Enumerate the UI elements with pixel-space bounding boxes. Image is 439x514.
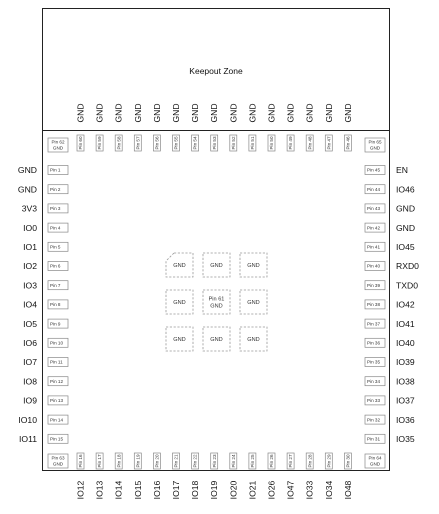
pin-pin-40 [365, 261, 419, 271]
pin-label: IO47 [285, 480, 296, 500]
pin-label: IO34 [323, 480, 334, 500]
pin-label: GND [151, 103, 162, 123]
pin-label: IO11 [19, 434, 37, 444]
pin-number: Pin 1 [50, 167, 61, 173]
pin-label: IO8 [23, 376, 37, 387]
pin-number: Pin 54 [192, 136, 198, 150]
pin-pin-23 [209, 453, 219, 499]
pin-number: Pin 21 [173, 454, 179, 468]
pin-pin-20 [152, 453, 162, 499]
pin-number: Pin 22 [192, 454, 198, 468]
pad-label: GND [173, 337, 186, 344]
pin-number: Pin 25 [250, 454, 255, 468]
pin-label: TXD0 [396, 280, 418, 291]
center-pads [166, 253, 267, 351]
pin-label: IO2 [23, 261, 37, 272]
center-pad [203, 253, 230, 277]
pin-number: Pin 15 [50, 436, 64, 442]
pin-number: Pin 10 [50, 340, 64, 346]
pin-label: IO45 [396, 242, 415, 252]
center-pad [240, 253, 267, 277]
module-outline [43, 9, 390, 471]
pin-number: Pin 32 [367, 417, 381, 423]
pad-label: GND [247, 337, 260, 344]
pin-label: EN [396, 165, 408, 176]
pin-pin-22 [190, 453, 200, 499]
pin-number: Pin 34 [367, 378, 381, 384]
pin-number: Pin 12 [50, 378, 64, 384]
pin-label: GND [113, 103, 124, 123]
pin-number: Pin 45 [367, 167, 381, 173]
pin-number: Pin 40 [367, 263, 381, 269]
pin-label: GND [94, 103, 105, 123]
pin-label: IO41 [396, 318, 415, 329]
pin-label: IO18 [190, 480, 201, 500]
pin-label: IO1 [23, 242, 37, 252]
pin-label: IO38 [396, 376, 415, 387]
pin-number: Pin 42 [367, 225, 381, 231]
pin-number: Pin 14 [50, 417, 64, 423]
pin-number: Pin 39 [367, 282, 381, 288]
pin-label: IO7 [23, 357, 37, 368]
pin-number: Pin 13 [50, 398, 64, 404]
center-pad [166, 327, 193, 351]
pin-number: Pin 2 [50, 186, 61, 192]
pin-label: IO14 [113, 480, 124, 500]
pin-number: Pin 33 [367, 398, 381, 404]
pin-label: IO42 [396, 299, 415, 310]
pin-label: GND [247, 103, 258, 123]
pin-label: IO10 [18, 414, 37, 425]
pin-number: Pin 55 [173, 136, 179, 150]
pin-pin-17 [95, 453, 105, 499]
pin-label: IO48 [342, 480, 353, 500]
pin-label: IO19 [209, 480, 220, 500]
pin-label: GND [396, 203, 416, 214]
pin-label: IO12 [75, 480, 86, 500]
pin-label: GND [75, 103, 86, 123]
pin-label: IO46 [396, 184, 415, 195]
center-pad [166, 253, 193, 277]
pad-label: GND [210, 263, 223, 270]
keepout-zone-label: Keepout Zone [189, 66, 243, 76]
pin-pin-42 [365, 223, 415, 233]
pad-label: GND [247, 300, 260, 307]
pin-number: Pin 49 [288, 136, 294, 150]
pin-label: GND [266, 103, 277, 123]
center-pad [203, 290, 230, 314]
pin-number: Pin 62 [51, 139, 65, 145]
pin-label: GND [285, 103, 296, 123]
pad-label: GND [173, 300, 186, 307]
pin-name: GND [369, 145, 381, 151]
pin-number: Pin 63 [51, 455, 65, 461]
pin-label: GND [17, 184, 37, 195]
pin-number: Pin 36 [367, 340, 381, 346]
pin-number: Pin 4 [50, 225, 61, 231]
pin-number: Pin 35 [367, 359, 381, 365]
pad-label: GND [210, 337, 223, 344]
pin-label: GND [17, 165, 37, 176]
center-pad [240, 290, 267, 314]
center-pad [203, 327, 230, 351]
pad-label: GND [173, 263, 186, 270]
center-pad [240, 327, 267, 351]
pin-pin-62 [48, 138, 68, 152]
pin-label: IO17 [171, 480, 181, 500]
pin-number: Pin 16 [78, 454, 84, 468]
pin-pin-26 [267, 453, 277, 499]
pin-number: Pin 23 [211, 454, 217, 468]
pin-number: Pin 56 [154, 136, 160, 150]
pin-label: 3V3 [21, 203, 37, 214]
pin-pin-65 [365, 138, 385, 152]
pin-label: IO0 [23, 222, 37, 233]
pin-label: RXD0 [396, 261, 419, 272]
pin-label: GND [396, 222, 416, 233]
pin-number: Pin 28 [307, 454, 313, 468]
pin-number: Pin 7 [50, 282, 61, 288]
pin-number: Pin 31 [367, 436, 381, 442]
pin-number: Pin 64 [368, 455, 382, 461]
pin-pin-25 [247, 453, 257, 499]
pin-pin-21 [171, 453, 181, 499]
pin-number: Pin 57 [135, 136, 141, 150]
pin-label: IO16 [151, 480, 162, 500]
pin-number: Pin 9 [50, 321, 61, 327]
pin-pin-24 [228, 453, 238, 499]
pin-pin-63 [48, 454, 68, 468]
pin-label: IO33 [304, 480, 315, 500]
pin-label: GND [190, 103, 201, 123]
pin-pin-30 [343, 453, 353, 499]
pin-label: IO13 [94, 480, 105, 500]
pin-label: IO35 [396, 434, 415, 444]
pin-number: Pin 47 [326, 136, 332, 150]
pin-label: IO36 [396, 414, 415, 425]
pin-number: Pin 26 [269, 454, 275, 468]
pin-number: Pin 60 [78, 136, 84, 150]
pin-pin-27 [286, 453, 296, 499]
pin-label: IO39 [396, 357, 415, 368]
pin-number: Pin 46 [345, 136, 351, 150]
pad-number: Pin 61 [208, 296, 225, 303]
pin-number: Pin 18 [116, 454, 122, 468]
center-pad [166, 290, 193, 314]
pin-label: IO15 [132, 480, 143, 500]
pin-number: Pin 29 [326, 454, 332, 468]
pin-label: IO21 [247, 480, 258, 500]
pin-pin-28 [305, 453, 315, 499]
pin-number: Pin 30 [345, 454, 351, 468]
pin-number: Pin 17 [97, 454, 103, 468]
pin-number: Pin 19 [135, 454, 141, 468]
pin-number: Pin 58 [116, 136, 122, 150]
pin-number: Pin 44 [367, 186, 381, 192]
pin-pin-39 [365, 280, 418, 290]
pin-pin-19 [133, 453, 143, 499]
pin-label: GND [342, 103, 353, 123]
pin-number: Pin 37 [367, 321, 381, 327]
pin-label: IO26 [266, 480, 277, 500]
pin-number: Pin 52 [230, 136, 236, 150]
pin-name: GND [52, 145, 64, 151]
pin-label: GND [171, 103, 181, 123]
pin-label: IO37 [396, 395, 415, 406]
pin-number: Pin 51 [250, 136, 255, 150]
pad-label: GND [247, 263, 260, 270]
pin-label: IO20 [228, 480, 239, 500]
pin-pin-18 [114, 453, 124, 499]
pin-number: Pin 53 [211, 136, 217, 150]
pin-label: IO4 [23, 299, 37, 310]
pin-label: IO40 [396, 338, 415, 348]
pin-label: IO6 [23, 338, 37, 348]
pin-pin-16 [76, 453, 86, 499]
pad-label: GND [210, 303, 223, 310]
pin-pin-64 [365, 454, 385, 468]
pin-name: GND [52, 461, 64, 467]
pin-number: Pin 43 [367, 206, 381, 212]
pin-name: GND [369, 461, 381, 467]
pin-number: Pin 3 [50, 206, 61, 212]
pin-label: GND [304, 103, 315, 123]
pin-number: Pin 38 [367, 302, 381, 308]
pin-number: Pin 5 [50, 244, 61, 250]
pin-label: IO3 [23, 280, 37, 291]
pin-label: IO5 [23, 318, 37, 329]
pin-label: GND [132, 103, 143, 123]
pin-number: Pin 59 [97, 136, 103, 150]
pin-number: Pin 24 [230, 454, 236, 468]
pin-number: Pin 48 [307, 136, 313, 150]
pin-label: GND [228, 103, 239, 123]
pin-number: Pin 41 [367, 244, 381, 250]
pin-number: Pin 65 [368, 139, 382, 145]
pin-label: IO9 [23, 395, 37, 406]
pin-number: Pin 11 [50, 359, 63, 365]
pin-number: Pin 6 [50, 263, 61, 269]
pin-pin-29 [324, 453, 334, 499]
pin-pin-43 [365, 204, 415, 214]
pin-number: Pin 20 [154, 454, 160, 468]
pin-label: GND [323, 103, 334, 123]
pin-number: Pin 8 [50, 302, 61, 308]
pin-number: Pin 27 [288, 454, 294, 468]
pin-number: Pin 50 [269, 136, 275, 150]
pin-label: GND [209, 103, 220, 123]
